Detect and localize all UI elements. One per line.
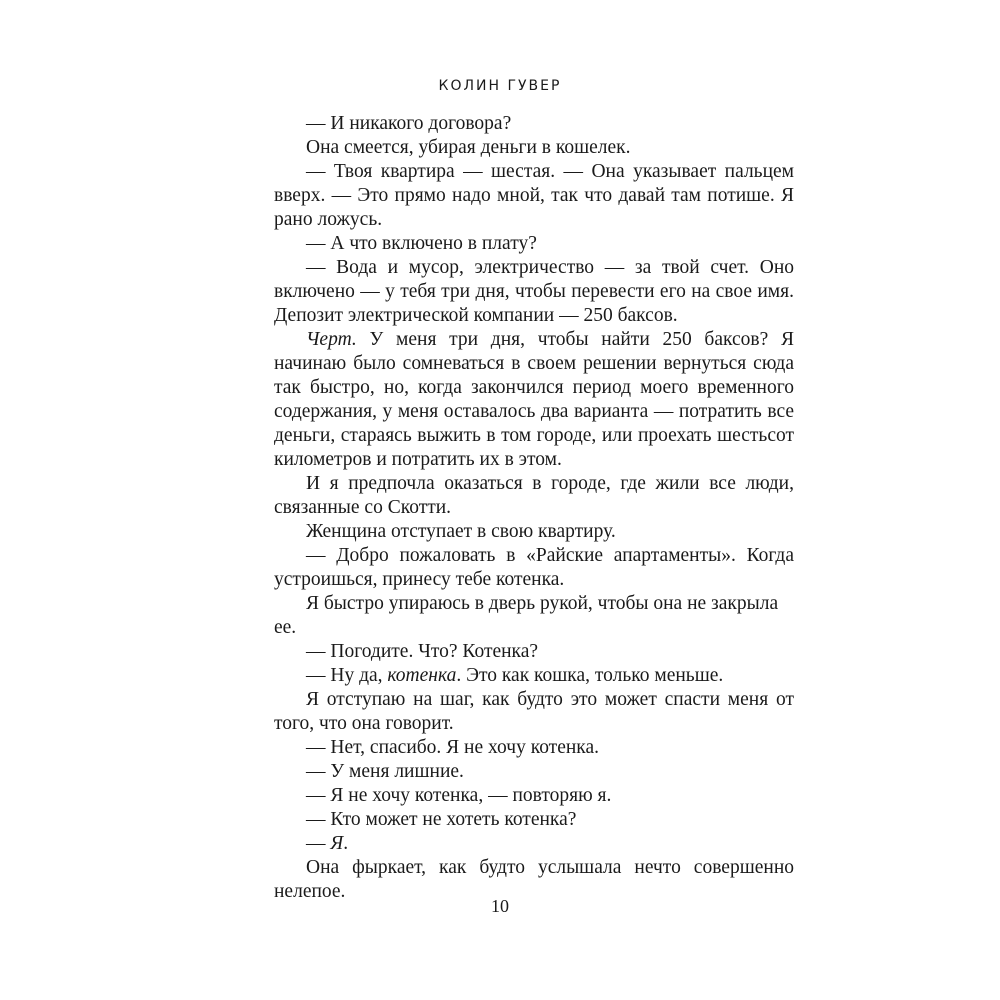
italic-emphasis: Я bbox=[330, 833, 344, 854]
paragraph: — Погодите. Что? Котенка? bbox=[306, 641, 539, 662]
paragraph: Я отступаю на шаг, как будто это может спасти меня от того, что она говорит. bbox=[274, 689, 794, 734]
paragraph-text: — Ну да, bbox=[306, 665, 388, 686]
paragraph bbox=[274, 664, 794, 688]
page-number: 10 bbox=[491, 896, 509, 916]
paragraph: — Кто может не хотеть котенка? bbox=[306, 809, 577, 830]
paragraph bbox=[274, 328, 794, 472]
paragraph-text: . bbox=[343, 833, 349, 854]
paragraph: Она фыркает, как будто услышала нечто совершенно нелепое. bbox=[274, 857, 794, 902]
paragraph bbox=[274, 832, 794, 856]
paragraph: Я быстро упираюсь в дверь рукой, чтобы она не закрыла ее. bbox=[274, 593, 779, 638]
paragraph-text: . Это как кошка, только меньше. bbox=[456, 665, 724, 686]
paragraph: — И никакого договора? bbox=[306, 113, 512, 134]
paragraph: — Добро пожаловать в «Райские апартаменты». Когда устроишься, принесу тебе котенка. bbox=[274, 545, 794, 590]
paragraph: Она смеется, убирая деньги в кошелек. bbox=[306, 137, 631, 158]
paragraph: — Нет, спасибо. Я не хочу котенка. bbox=[306, 737, 600, 758]
paragraph-text: — bbox=[306, 833, 331, 854]
running-header: КОЛИН ГУВЕР bbox=[438, 78, 562, 94]
paragraph: Женщина отступает в свою квартиру. bbox=[306, 521, 616, 542]
paragraph-text: У меня три дня, чтобы найти 250 баксов? Я начинаю было сомневаться в своем решении вернуться сюда так быстро, но, когда закончился период моего временного содержания, у меня оставалось два варианта — потратить все деньги, стараясь выжить в том городе, или проехать шестьсот километров и потратить их в этом. bbox=[274, 329, 794, 470]
paragraph: И я предпочла оказаться в городе, где жили все люди, связанные со Скотти. bbox=[274, 473, 794, 518]
paragraph: — Я не хочу котенка, — повторяю я. bbox=[306, 785, 612, 806]
paragraph: — А что включено в плату? bbox=[306, 233, 537, 254]
paragraph: — Вода и мусор, электричество — за твой счет. Оно включено — у тебя три дня, чтобы перевести его на свое имя. Депозит электрической компании — 250 баксов. bbox=[274, 257, 794, 326]
paragraph: — У меня лишние. bbox=[306, 761, 464, 782]
paragraph: — Твоя квартира — шестая. — Она указывает пальцем вверх. — Это прямо надо мной, так что давай там потише. Я рано ложусь. bbox=[274, 161, 794, 230]
italic-emphasis: Черт. bbox=[306, 329, 357, 350]
page-body bbox=[274, 112, 794, 904]
italic-emphasis: котенка bbox=[387, 665, 457, 686]
